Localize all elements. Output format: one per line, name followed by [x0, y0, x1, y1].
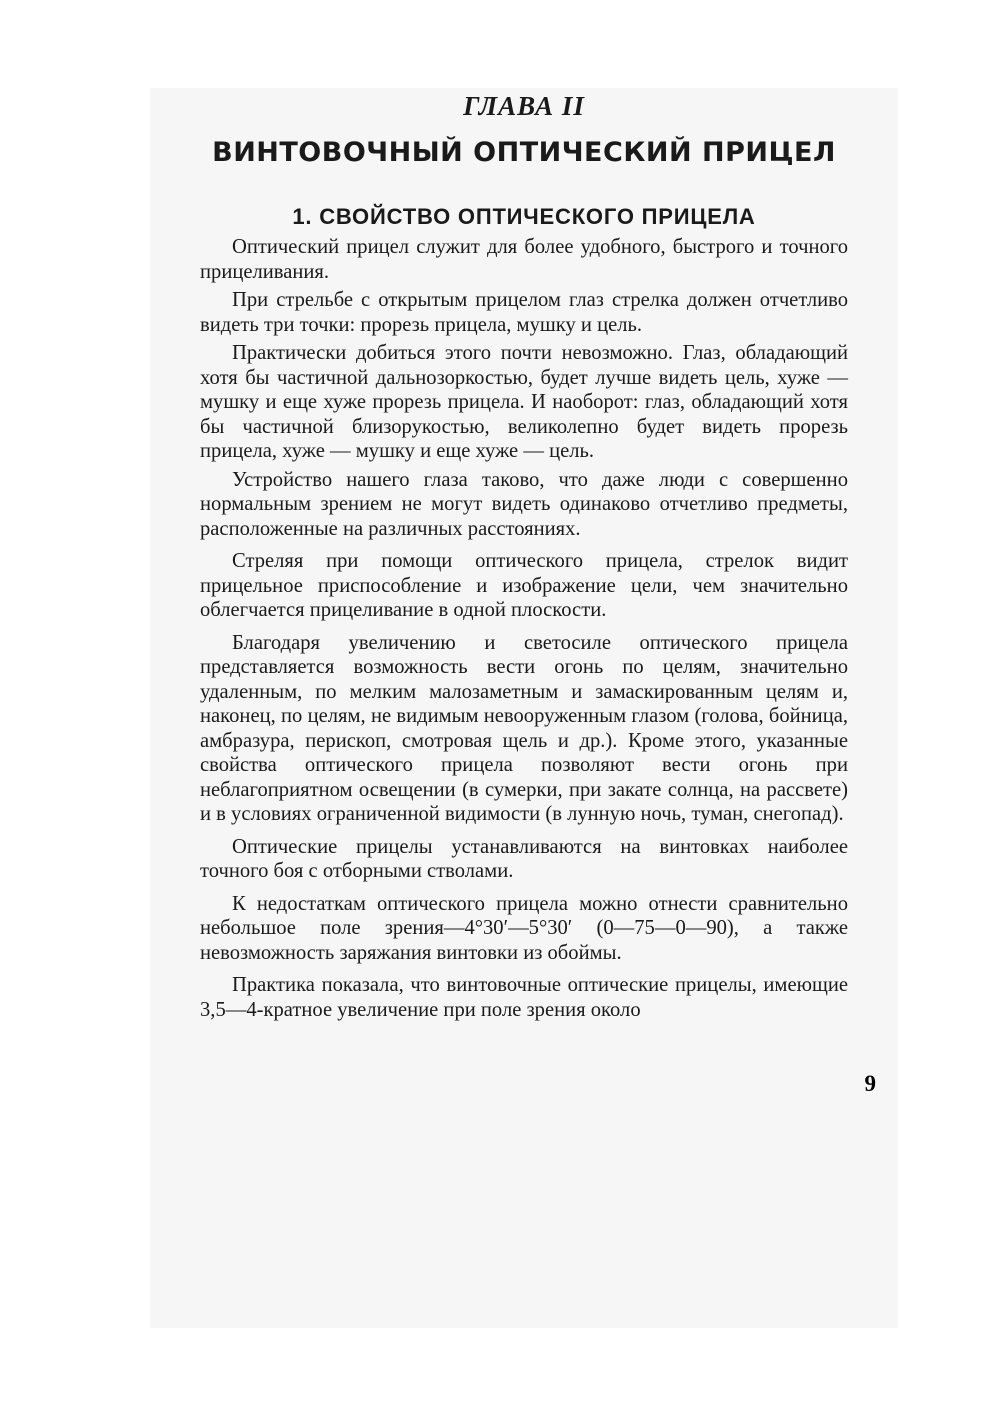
paragraph: Оптические прицелы устанавливаются на винтовках наиболее точного боя с отборными стволами.: [200, 835, 848, 882]
paragraph: Устройство нашего глаза таково, что даже люди с совершенно нормальным зрением не могут видеть одинаково отчетливо предметы, расположенные на различных расстояниях.: [200, 468, 848, 540]
chapter-label: ГЛАВА II: [463, 91, 585, 121]
paragraph: Стреляя при помощи оптического прицела, стрелок видит прицельное приспособление и изображение цели, чем значительно облегчается прицеливание в одной плоскости.: [200, 550, 848, 621]
paragraph: При стрельбе с открытым прицелом глаз стрелка должен отчетливо видеть три точки: прорезь прицела, мушку и цель.: [200, 289, 848, 336]
page-number: 9: [864, 1071, 876, 1096]
page-content: [200, 88, 848, 1026]
paragraph: Благодаря увеличению и светосиле оптического прицела представляется возможность вести огонь по целям, значительно удаленным, по мелким малозаметным и замаскированным целям и, наконец, по целям, не видимым невооруженным глазом (голова, бойница, амбразура, перископ, смотровая щель и др.). Кроме этого, указанные свойства оптического прицела позволяют вести огонь при неблагоприятном освещении (в сумерки, при закате солнца, на рассвете) и в условиях ограниченной видимости (в лунную ночь, туман, снегопад).: [200, 631, 848, 825]
paragraph: Практически добиться этого почти невозможно. Глаз, обладающий хотя бы частичной дальнозоркостью, будет лучше видеть цель, хуже — мушку и еще хуже прорезь прицела. И наоборот: глаз, обладающий хотя бы частичной близорукостью, великолепно будет видеть прорезь прицела, хуже — мушку и еще хуже — цель.: [200, 342, 848, 462]
paragraph: Оптический прицел служит для более удобного, быстрого и точного прицеливания.: [200, 236, 848, 283]
book-page: [150, 88, 898, 1328]
chapter-title: ВИНТОВОЧНЫЙ ОПТИЧЕСКИЙ ПРИЦЕЛ: [212, 137, 836, 168]
paragraph: К недостаткам оптического прицела можно отнести сравнительно небольшое поле зрения—4°30′—5°30′ (0—75—0—90), а также невозможность заряжания винтовки из обоймы.: [200, 892, 848, 964]
paragraph: Практика показала, что винтовочные оптические прицелы, имеющие 3,5—4-кратное увеличение при поле зрения около: [200, 974, 848, 1021]
section-title: 1. СВОЙСТВО ОПТИЧЕСКОГО ПРИЦЕЛА: [292, 204, 756, 229]
